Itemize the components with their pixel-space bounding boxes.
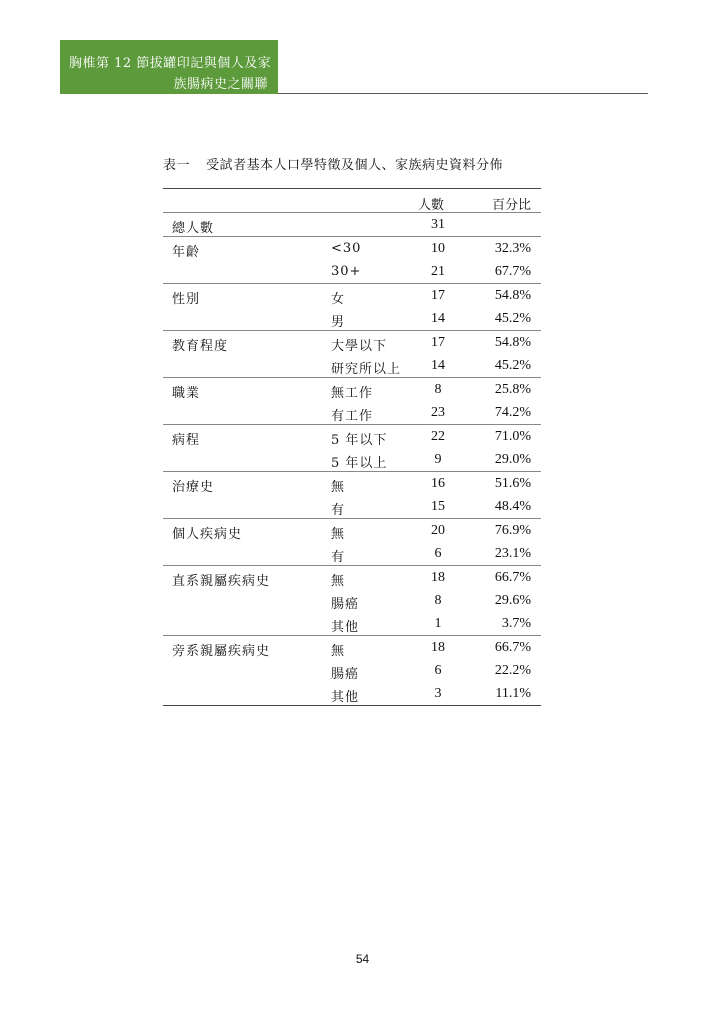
row-count: 9 [434, 452, 442, 467]
row-count: 15 [431, 499, 445, 514]
table-row [163, 636, 541, 659]
table-bottom-rule [163, 705, 541, 706]
row-count: 14 [431, 311, 445, 326]
row-count: 6 [434, 546, 442, 561]
row-percent: 23.1% [494, 546, 531, 561]
row-count: 16 [431, 476, 445, 491]
demographics-table [163, 188, 541, 706]
row-category: 治療史 [172, 480, 215, 495]
table-row-total [163, 213, 541, 236]
row-subcategory: 男 [331, 315, 346, 330]
row-count: 20 [431, 523, 445, 538]
row-category: 年齡 [172, 245, 201, 260]
row-category: 直系親屬疾病史 [172, 574, 271, 589]
table-row [163, 495, 541, 518]
chapter-title-line-1: 胸椎第 12 節拔罐印記與個人及家 [69, 56, 272, 71]
row-count: 22 [431, 429, 445, 444]
row-percent: 67.7% [494, 264, 531, 279]
table-row [163, 307, 541, 330]
row-count: 8 [434, 382, 442, 397]
table-row [163, 425, 541, 448]
row-subcategory: 大學以下 [331, 339, 388, 354]
table-row [163, 542, 541, 565]
table-row [163, 237, 541, 260]
table-caption-label: 表一 [163, 158, 191, 173]
row-category: 性別 [172, 292, 201, 307]
row-subcategory: 有工作 [331, 409, 374, 424]
table-row [163, 401, 541, 424]
table-row [163, 659, 541, 682]
row-subcategory: 有 [331, 503, 346, 518]
table-row [163, 260, 541, 283]
page-number: 54 [355, 952, 370, 966]
row-percent: 3.7% [501, 616, 531, 631]
row-subcategory: 女 [331, 292, 346, 307]
row-percent: 66.7% [494, 640, 531, 655]
row-percent: 74.2% [494, 405, 531, 420]
row-subcategory: 其他 [331, 620, 360, 635]
row-count: 8 [434, 593, 442, 608]
table-row [163, 566, 541, 589]
row-category: 個人疾病史 [172, 527, 243, 542]
row-category: 旁系親屬疾病史 [172, 644, 271, 659]
total-count: 31 [431, 217, 445, 232]
table-row [163, 331, 541, 354]
chapter-title-line-2: 族腸病史之關聯 [173, 77, 268, 92]
row-subcategory: 無 [331, 527, 346, 542]
table-caption [163, 154, 541, 173]
row-count: 18 [431, 640, 445, 655]
row-percent: 48.4% [494, 499, 531, 514]
row-percent: 45.2% [494, 358, 531, 373]
row-percent: 54.8% [494, 335, 531, 350]
total-label: 總人數 [172, 221, 215, 236]
row-count: 10 [431, 241, 445, 256]
row-count: 18 [431, 570, 445, 585]
row-category: 病程 [172, 433, 201, 448]
row-subcategory: 無工作 [331, 386, 374, 401]
row-percent: 32.3% [494, 241, 531, 256]
row-percent: 11.1% [495, 686, 531, 701]
table-row [163, 448, 541, 471]
row-count: 1 [434, 616, 442, 631]
row-count: 3 [434, 686, 442, 701]
row-category: 教育程度 [172, 339, 229, 354]
table-row [163, 589, 541, 612]
row-percent: 66.7% [494, 570, 531, 585]
row-subcategory: 有 [331, 550, 346, 565]
header-count: 人數 [418, 198, 445, 213]
row-percent: 25.8% [494, 382, 531, 397]
row-subcategory: 30+ [331, 264, 362, 279]
table-row [163, 284, 541, 307]
row-percent: 29.6% [494, 593, 531, 608]
row-subcategory: 5 年以上 [331, 456, 388, 471]
table-row [163, 378, 541, 401]
row-percent: 22.2% [494, 663, 531, 678]
row-count: 17 [431, 335, 445, 350]
row-category: 職業 [172, 386, 201, 401]
row-percent: 76.9% [494, 523, 531, 538]
table-caption-title: 受試者基本人口學特徵及個人、家族病史資料分佈 [206, 158, 504, 173]
row-count: 23 [431, 405, 445, 420]
table-row [163, 682, 541, 705]
row-percent: 29.0% [494, 452, 531, 467]
table-row [163, 354, 541, 377]
row-percent: 71.0% [494, 429, 531, 444]
table-body [163, 236, 541, 706]
table-row [163, 612, 541, 635]
row-subcategory: 其他 [331, 690, 360, 705]
row-percent: 45.2% [494, 311, 531, 326]
row-count: 21 [431, 264, 445, 279]
row-subcategory: 腸癌 [331, 667, 360, 682]
row-percent: 54.8% [494, 288, 531, 303]
row-subcategory: 研究所以上 [331, 362, 402, 377]
row-subcategory: 無 [331, 574, 346, 589]
table-row [163, 472, 541, 495]
chapter-header [60, 40, 278, 94]
row-subcategory: 無 [331, 480, 346, 495]
row-percent: 51.6% [494, 476, 531, 491]
row-count: 6 [434, 663, 442, 678]
table-header-row [163, 189, 541, 212]
row-count: 14 [431, 358, 445, 373]
row-subcategory: 腸癌 [331, 597, 360, 612]
row-subcategory: 5 年以下 [331, 433, 388, 448]
row-subcategory: <30 [331, 241, 362, 256]
header-percent: 百分比 [491, 198, 531, 213]
header-rule [278, 93, 648, 94]
row-count: 17 [431, 288, 445, 303]
row-subcategory: 無 [331, 644, 346, 659]
table-row [163, 519, 541, 542]
